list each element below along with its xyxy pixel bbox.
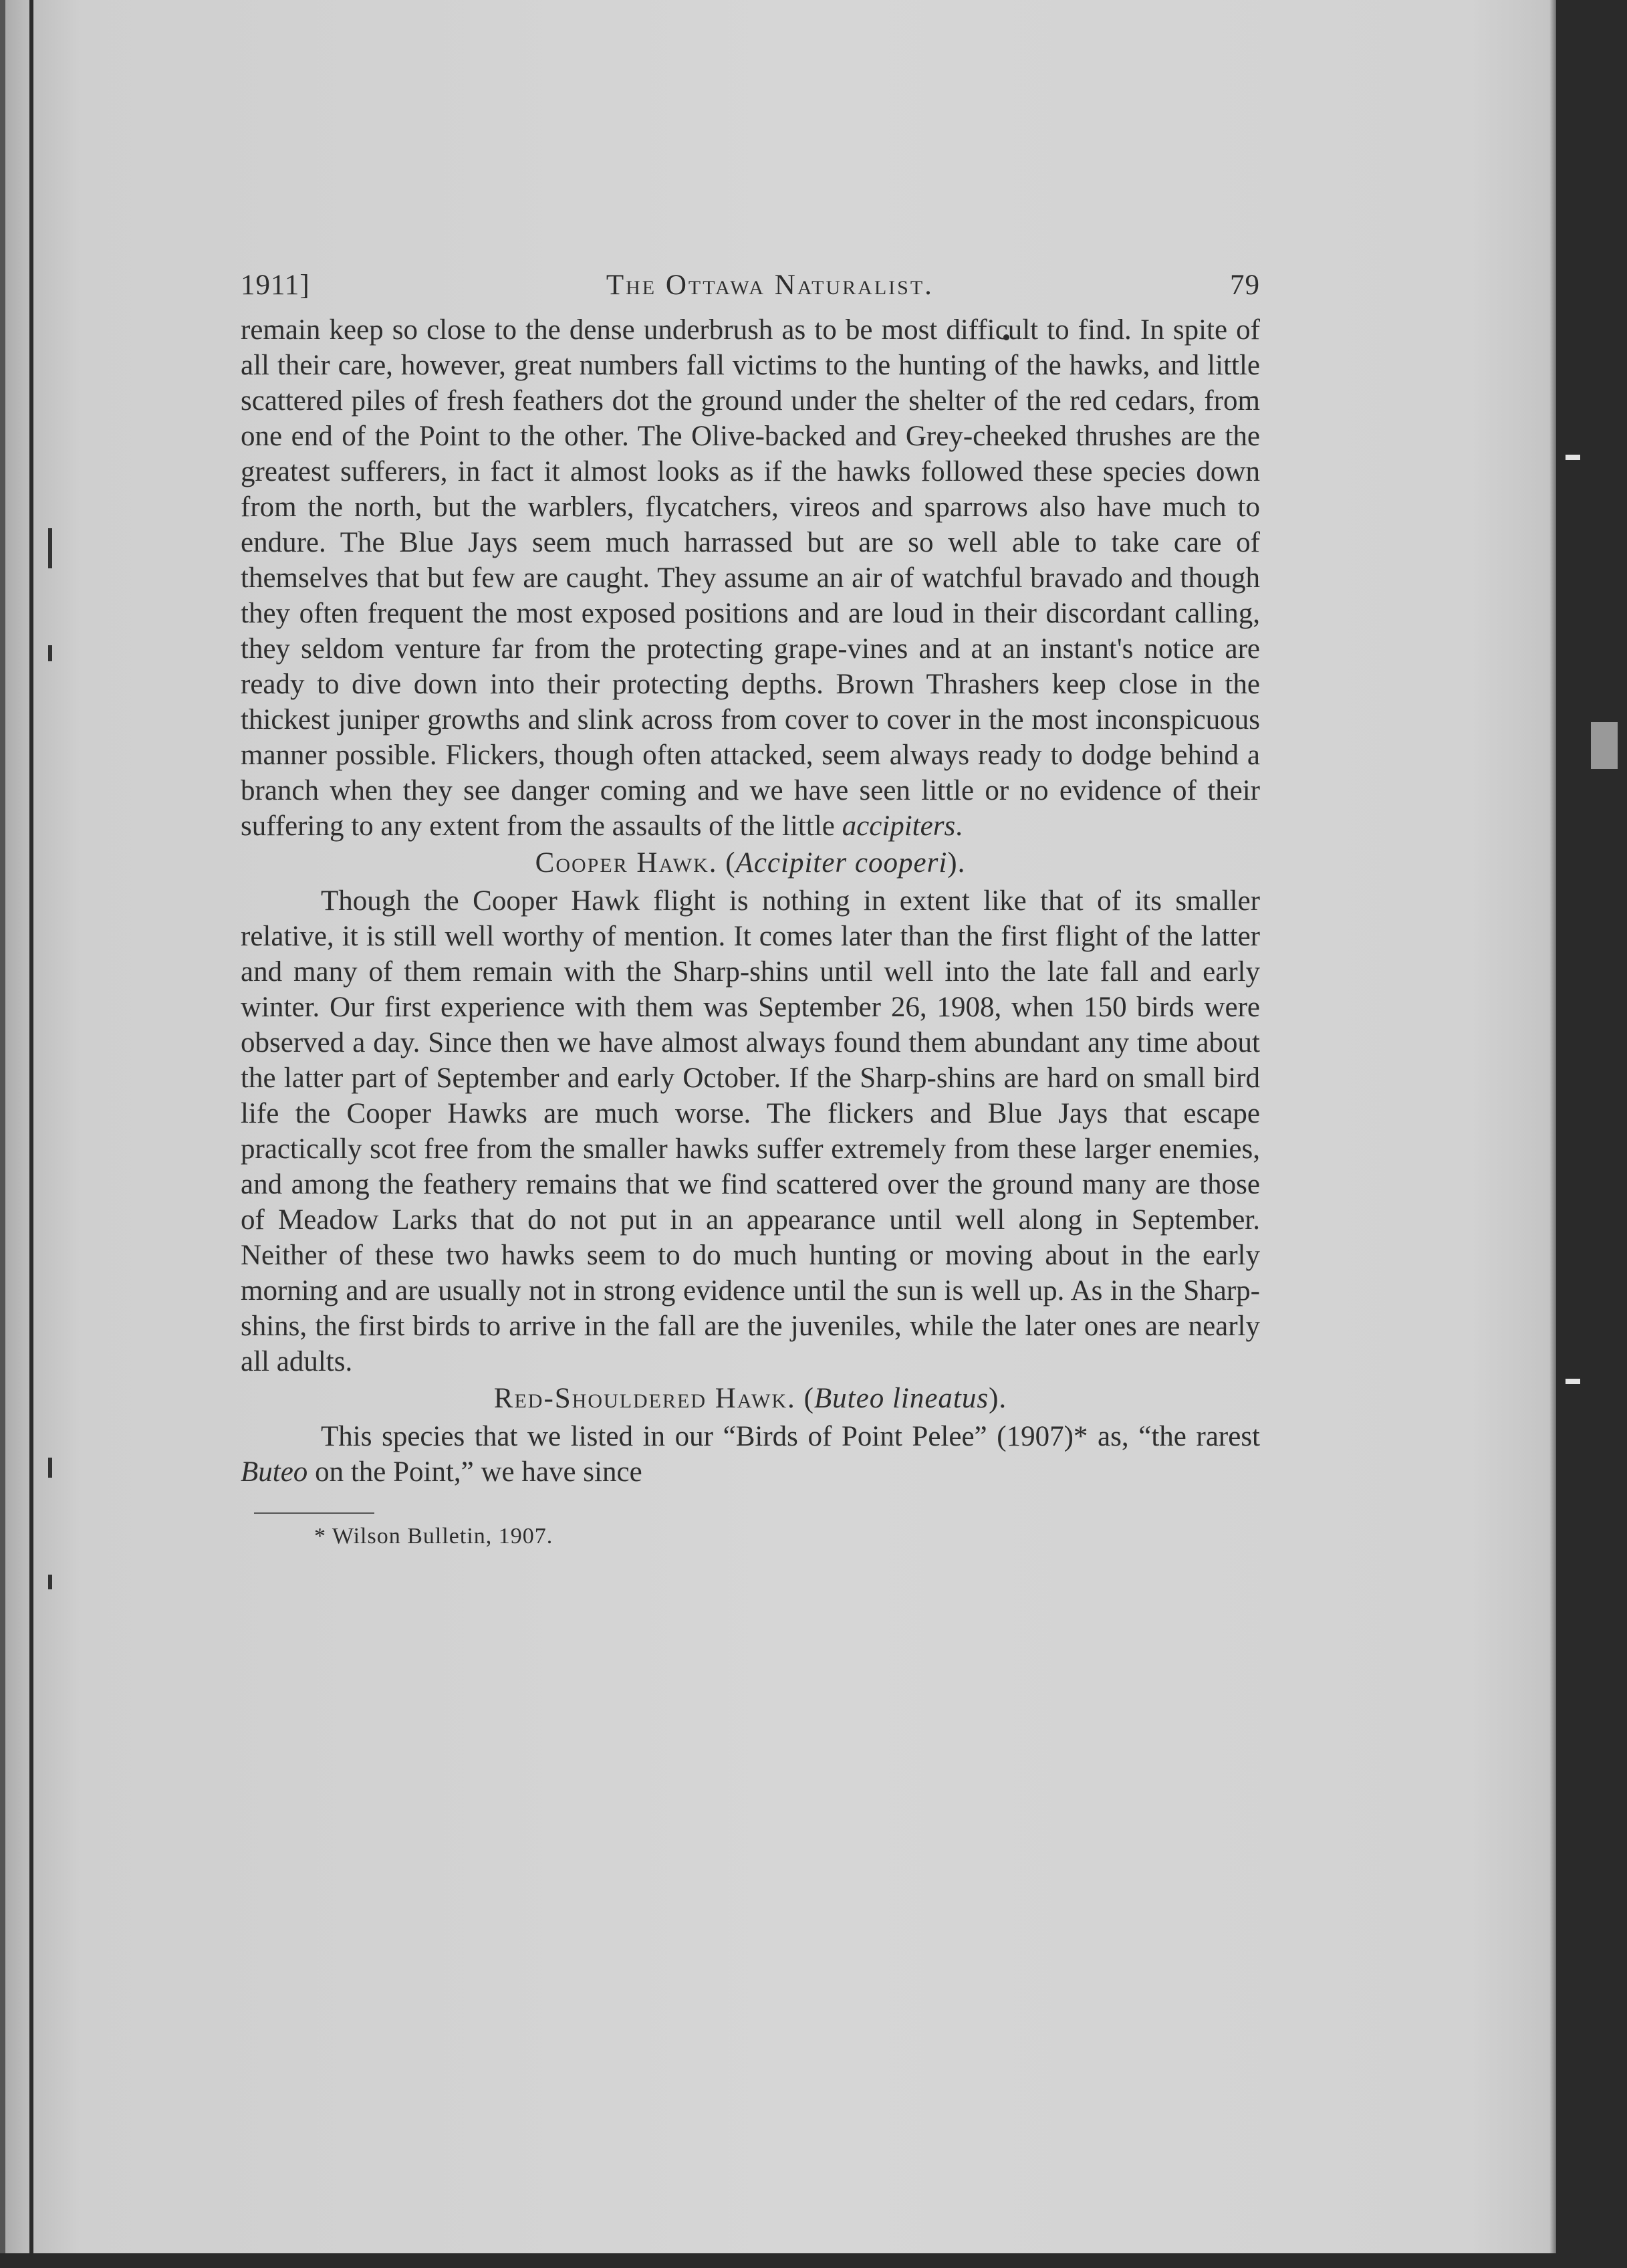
left-margin-mark xyxy=(48,528,52,568)
section-1-paren-open: ( xyxy=(725,847,736,879)
footnote: * Wilson Bulletin, 1907. xyxy=(314,1524,553,1549)
left-margin-mark xyxy=(48,1458,52,1478)
section-1-paren-close: ). xyxy=(947,847,966,879)
paragraph-3-end: on the Point,” we have since xyxy=(315,1456,642,1488)
left-margin-mark xyxy=(48,1575,52,1589)
section-2-latin: Buteo lineatus xyxy=(814,1383,989,1414)
section-2-paren-close: ). xyxy=(989,1383,1007,1414)
page-number: 79 xyxy=(1230,269,1260,301)
footnote-rule xyxy=(254,1512,374,1514)
section-heading-red-shouldered-hawk xyxy=(241,1381,1260,1416)
right-border-speck xyxy=(1566,1379,1580,1384)
paragraph-1-italic: accipiters xyxy=(842,810,956,842)
right-border-speck xyxy=(1591,722,1618,769)
paragraph-continued xyxy=(241,312,1260,844)
section-heading-cooper-hawk xyxy=(241,845,1260,881)
section-1-latin: Accipiter cooperi xyxy=(735,847,948,879)
section-2-name: Red-Shouldered Hawk. xyxy=(493,1383,796,1414)
bottom-dark-border xyxy=(0,2253,1627,2268)
section-1-name: Cooper Hawk. xyxy=(535,847,718,879)
left-page-edge-line xyxy=(29,0,33,2268)
left-binding-edge xyxy=(0,0,5,2268)
paragraph-3-italic: Buteo xyxy=(241,1456,308,1488)
running-header xyxy=(241,267,1260,303)
left-margin-mark xyxy=(48,645,52,661)
paragraph-red-shouldered-hawk xyxy=(241,1419,1260,1490)
paragraph-1-text: remain keep so close to the dense underbrush as to be most difficult to find. In spite of all their care, however, great numbers fall victims to the hunting of the hawks, and little scattered piles of fresh feathers dot the ground under the shelter of the red cedars, from one end of the Point to the other. The Olive-backed and Grey-cheeked thrushes are the greatest sufferers, in fact it almost looks as if the hawks followed these species down from the north, but the warblers, flycatchers, vireos and sparrows also have much to endure. The Blue Jays seem much harrassed but are so well able to take care of themselves that but few are caught. They assume an air of watchful bravado and though they often frequent the most exposed positions and are loud in their discordant calling, they seldom venture far from the protecting grape-vines and at an instant's notice are ready to dive down into their protecting depths. Brown Thrashers keep close in the thickest juniper growths and slink across from cover to cover in the most inconspicuous manner possible. Flickers, though often attacked, seem always ready to dodge behind a branch when they see danger coming and we have seen little or no evidence of their suffering to any extent from the assaults of the little xyxy=(241,314,1260,842)
paragraph-cooper-hawk: Though the Cooper Hawk flight is nothing in extent like that of its smaller relative, it is still well worthy of mention. It comes later than the first flight of the latter and many of them remain with the Sharp-shins until well into the late fall and early winter. Our first experience with them was September 26, 1908, when 150 birds were observed a day. Since then we have almost always found them abundant any time about the latter part of September and early October. If the Sharp-shins are hard on small bird life the Cooper Hawks are much worse. The flickers and Blue Jays that escape practically scot free from the smaller hawks suffer extremely from these larger enemies, and among the feathery remains that we find scattered over the ground many are those of Meadow Larks that do not put in an appearance until well along in September. Neither of these two hawks seem to do much hunting or moving about in the early morning and are usually not in strong evidence until the sun is well up. As in the Sharp-shins, the first birds to arrive in the fall are the juveniles, while the later ones are nearly all adults. xyxy=(241,885,1260,1377)
paragraph-3-start: This species that we listed in our “Birds of Point Pelee” (1907)* as, “the rarest xyxy=(321,1421,1260,1452)
journal-title: The Ottawa Naturalist. xyxy=(606,269,934,301)
section-2-paren-open: ( xyxy=(803,1383,814,1414)
header-year: 1911] xyxy=(241,269,310,301)
right-dark-border xyxy=(1556,0,1627,2268)
right-border-speck xyxy=(1566,455,1580,460)
page-text xyxy=(241,267,1260,1550)
paragraph-1-end: . xyxy=(955,810,963,842)
